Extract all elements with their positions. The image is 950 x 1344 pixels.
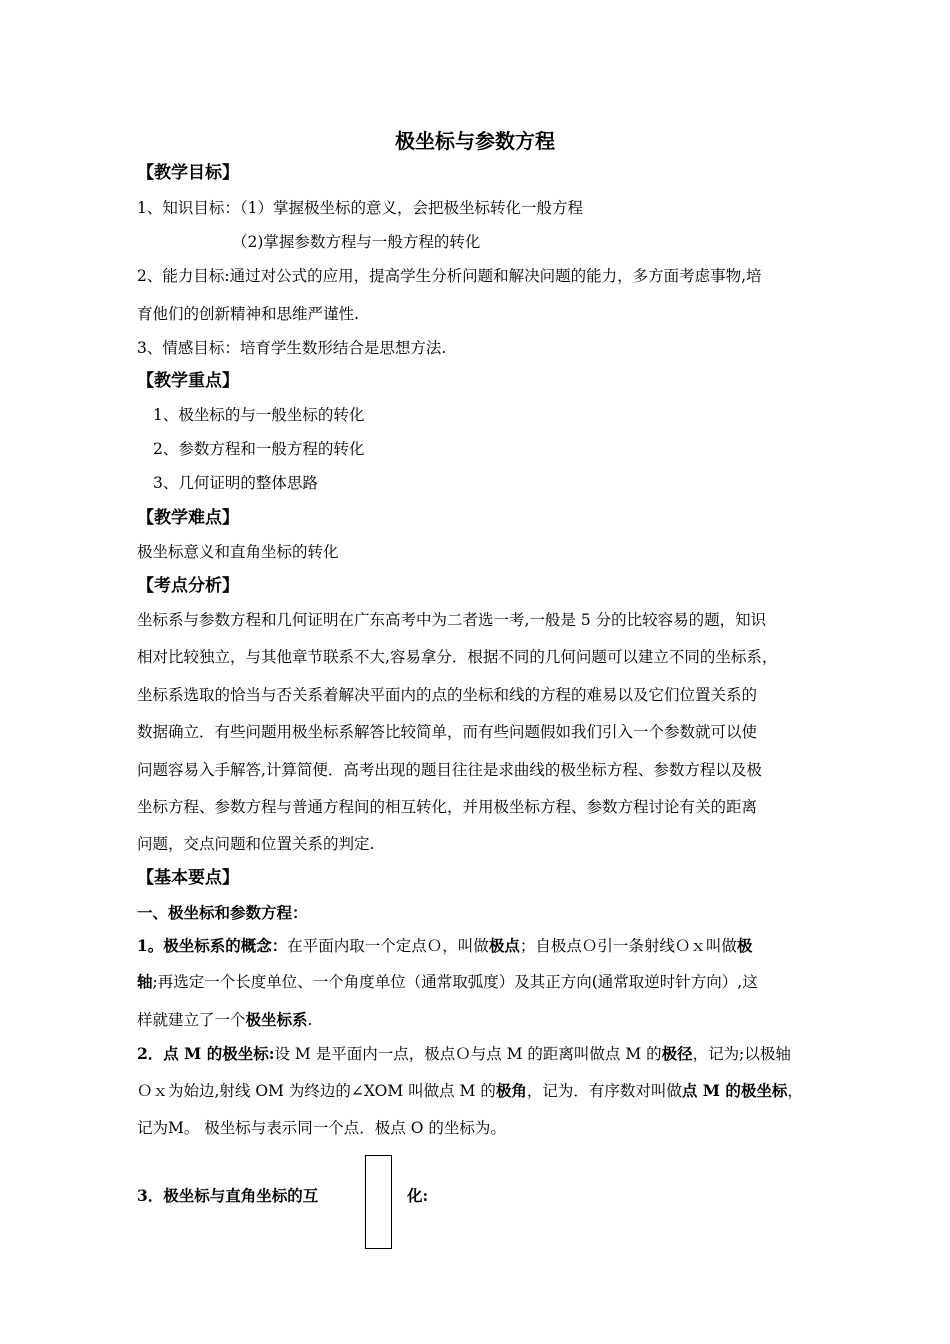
section-heading-goals: 【教学目标】 [137,163,239,183]
analysis-line: 相对比较独立，与其他章节联系不大,容易拿分．根据不同的几何问题可以建立不同的坐标系， [137,648,778,666]
analysis-line: 坐标系与参数方程和几何证明在广东高考中为二者选一考,一般是 5 分的比较容易的题，知识 [137,611,767,629]
goal-knowledge-2: （2)掌握参数方程与一般方程的转化 [232,233,481,251]
subheading-polar-parametric: 一、极坐标和参数方程： [137,903,308,922]
analysis-line: 坐标方程、参数方程与普通方程间的相互转化，并用极坐标方程、参数方程讨论有关的距离 [137,798,758,816]
section-heading-analysis: 【考点分析】 [137,576,239,596]
goal-ability-2: 育他们的创新精神和思维严谨性. [137,305,359,323]
goal-knowledge-1: 1、知识目标：（1）掌握极坐标的意义，会把极坐标转化一般方程 [137,199,583,217]
point-polar-coord-line-1: 2．点 M 的极坐标:设 M 是平面内一点，极点Ｏ与点 M 的距离叫做点 M 的极径，记为;以极轴 [137,1044,791,1063]
formula-placeholder-box [365,1155,392,1249]
page-title: 极坐标与参数方程 [395,129,555,153]
polar-system-concept-line-2: 轴;再选定一个长度单位、一个角度单位（通常取弧度）及其正方向(通常取逆时针方向）,这 [137,972,758,991]
point-polar-coord-line-3: 记为M。 极坐标与表示同一个点．极点 O 的坐标为。 [137,1119,506,1137]
section-heading-difficulty: 【教学难点】 [137,508,239,528]
section-heading-focus: 【教学重点】 [137,371,239,391]
polar-cartesian-conversion-heading-left: 3．极坐标与直角坐标的互 [137,1186,319,1205]
analysis-line: 问题，交点问题和位置关系的判定. [137,835,375,853]
polar-system-concept-line-1: 1。极坐标系的概念：在平面内取一个定点Ｏ，叫做极点；自极点Ｏ引一条射线Ｏｘ叫做极 [137,936,753,955]
goal-ability-1: 2、能力目标:通过对公式的应用，提高学生分析问题和解决问题的能力，多方面考虑事物,培 [137,267,762,285]
analysis-line: 坐标系选取的恰当与否关系着解决平面内的点的坐标和线的方程的难易以及它们位置关系的 [137,686,758,704]
point-polar-coord-line-2: Ｏｘ为始边,射线 OM 为终边的∠XOM 叫做点 M 的极角，记为．有序数对叫做点 M 的极坐标， [137,1081,803,1100]
polar-system-concept-line-3: 样就建立了一个极坐标系. [137,1010,313,1029]
focus-item: 1、极坐标的与一般坐标的转化 [153,406,365,424]
goal-emotion: 3、情感目标：培育学生数形结合是思想方法. [137,339,447,357]
focus-item: 2、参数方程和一般方程的转化 [153,440,365,458]
polar-cartesian-conversion-heading-right: 化: [407,1186,429,1205]
difficulty-text: 极坐标意义和直角坐标的转化 [137,543,339,561]
section-heading-basics: 【基本要点】 [137,868,239,888]
focus-item: 3、几何证明的整体思路 [153,474,318,492]
analysis-line: 问题容易入手解答,计算简便．高考出现的题目往往是求曲线的极坐标方程、参数方程以及极 [137,761,762,779]
analysis-line: 数据确立．有些问题用极坐标系解答比较简单，而有些问题假如我们引入一个参数就可以使 [137,723,758,741]
